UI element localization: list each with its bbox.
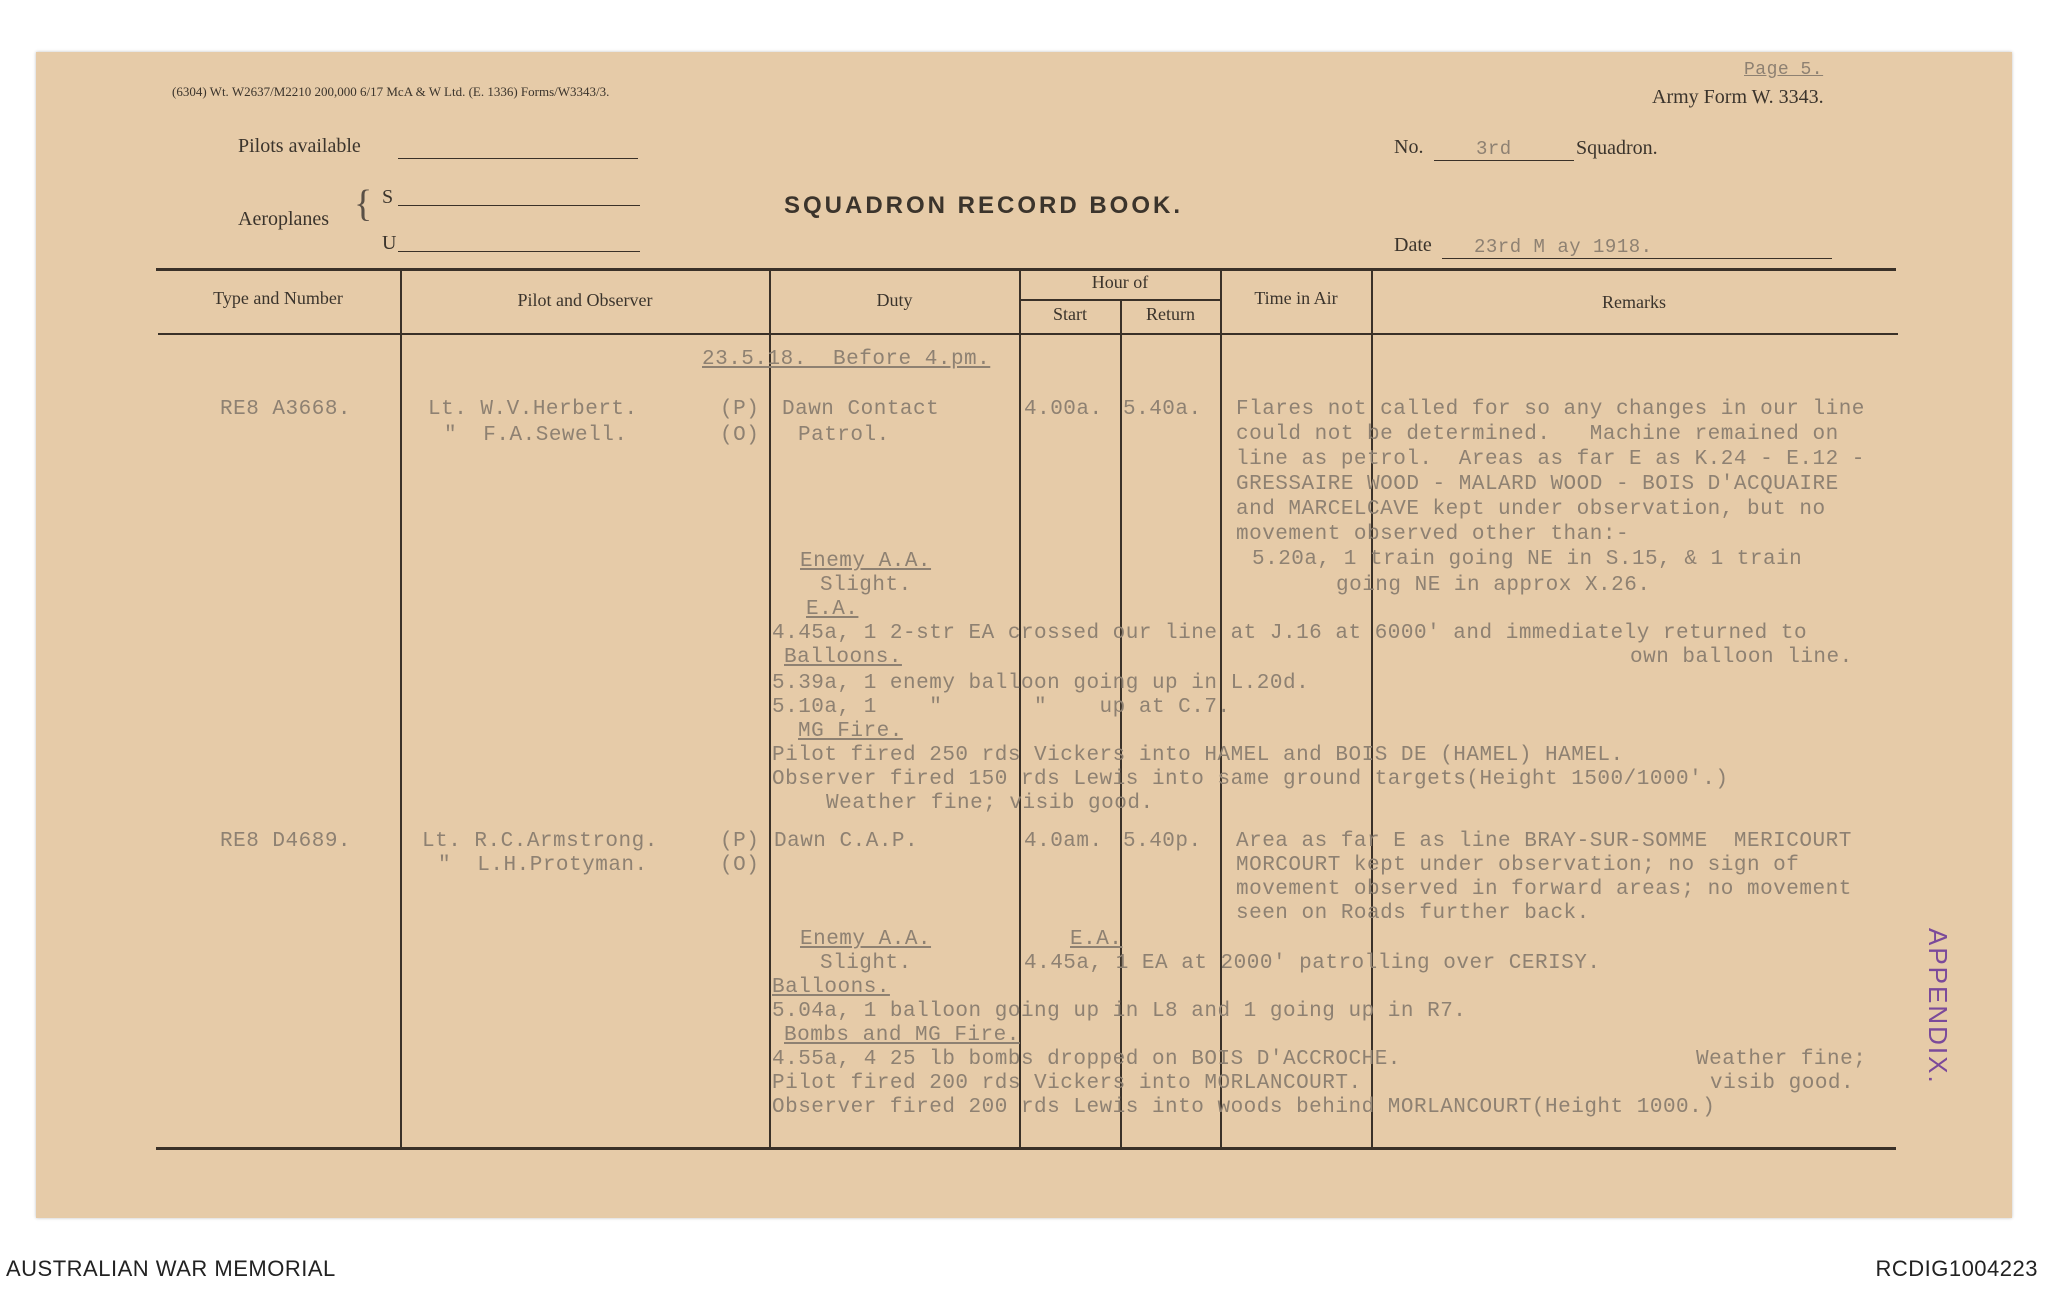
col-divider-2 [769, 271, 771, 1147]
entry1-pilot-role: (P) [720, 398, 760, 421]
no-label: No. [1394, 136, 1424, 158]
col-header-pilot: Pilot and Observer [517, 290, 653, 310]
entry1-pilot: Lt. W.V.Herbert. [428, 398, 638, 421]
entry2-ea-line: 4.45a, 1 EA at 2000' patrolling over CERISY. [1024, 952, 1601, 975]
col-header-return: Return [1146, 304, 1195, 324]
entry1-remarks-1: Flares not called for so any changes in our line [1236, 398, 1865, 421]
entry1-enemy-aa: Enemy A.A. [800, 550, 932, 573]
entry1-return: 5.40a. [1123, 398, 1202, 421]
entry1-weather: Weather fine; visib good. [826, 792, 1154, 815]
col-header-hour-of: Hour of [1091, 272, 1149, 292]
entry1-observer: " F.A.Sewell. [444, 424, 628, 447]
entry2-bombs-1: 4.55a, 4 25 lb bombs dropped on BOIS D'ACCROCHE. [772, 1048, 1401, 1071]
col-header-time-in-air: Time in Air [1254, 288, 1338, 308]
page-label: Page 5. [1744, 60, 1824, 80]
entry1-enemy-aa-value: Slight. [820, 574, 912, 597]
date-heading: 23.5.18. Before 4.pm. [702, 348, 991, 371]
entry2-bombs-3: Observer fired 200 rds Lewis into woods behind MORLANCOURT(Height 1000.) [772, 1096, 1716, 1119]
army-form-label: Army Form W. 3343. [1652, 86, 1824, 108]
entry2-pilot-role: (P) [720, 830, 760, 853]
aeroplanes-label: Aeroplanes [238, 208, 330, 230]
entry1-duty: Dawn Contact [782, 398, 940, 421]
entry2-remarks-2: MORCOURT kept under observation; no sign of [1236, 854, 1800, 877]
entry1-remarks-3: line as petrol. Areas as far E as K.24 - E.12 - [1236, 448, 1865, 471]
entry2-balloons-heading: Balloons. [772, 976, 890, 999]
col-header-type: Type and Number [213, 288, 343, 308]
entry2-balloons-1: 5.04a, 1 balloon going up in L8 and 1 going up in R7. [772, 1000, 1467, 1023]
table-bottom-rule [156, 1147, 1896, 1150]
form-code: (6304) Wt. W2637/M2210 200,000 6/17 McA & W Ltd. (E. 1336) Forms/W3343/3. [172, 84, 610, 99]
entry2-remarks-4: seen on Roads further back. [1236, 902, 1590, 925]
entry1-type: RE8 A3668. [220, 398, 352, 421]
pilots-available-field [398, 158, 638, 159]
footer-credit: AUSTRALIAN WAR MEMORIAL [6, 1256, 336, 1281]
entry1-ea-line: 4.45a, 1 2-str EA crossed our line at J.16 at 6000' and immediately returned to [772, 622, 1808, 645]
entry1-mg-1: Pilot fired 250 rds Vickers into HAMEL and BOIS DE (HAMEL) HAMEL. [772, 744, 1624, 767]
entry1-remarks-4: GRESSAIRE WOOD - MALARD WOOD - BOIS D'ACQUAIRE [1236, 473, 1839, 496]
entry2-remarks-1: Area as far E as line BRAY-SUR-SOMME MERICOURT [1236, 830, 1852, 853]
entry1-balloons-2: 5.10a, 1 " " up at C.7. [772, 696, 1231, 719]
s-label: S [382, 186, 394, 208]
entry2-enemy-aa-value: Slight. [820, 952, 912, 975]
squadron-no-field [1434, 160, 1574, 161]
entry2-pilot: Lt. R.C.Armstrong. [422, 830, 658, 853]
hour-of-rule [1020, 299, 1220, 301]
appendix-stamp: APPENDIX. [1923, 928, 1953, 1085]
entry2-observer: " L.H.Protyman. [438, 854, 648, 877]
date-field [1442, 258, 1832, 259]
col-header-start: Start [1053, 304, 1087, 324]
table-top-rule [156, 268, 1896, 271]
page-title: SQUADRON RECORD BOOK. [784, 192, 1184, 219]
entry1-mg-2: Observer fired 150 rds Lewis into same ground targets(Height 1500/1000'.) [772, 768, 1729, 791]
entry1-balloons-1: 5.39a, 1 enemy balloon going up in L.20d. [772, 672, 1310, 695]
table-header-rule [158, 333, 1898, 335]
col-header-duty: Duty [876, 290, 913, 310]
footer-record-id: RCDIG1004223 [1875, 1256, 2038, 1281]
entry1-mg-fire-heading: MG Fire. [798, 720, 903, 743]
date-label: Date [1394, 234, 1432, 256]
entry2-ea-heading: E.A. [1070, 928, 1123, 951]
u-label: U [382, 232, 397, 254]
entry2-weather-1: Weather fine; [1696, 1048, 1867, 1071]
entry2-weather-2: visib good. [1710, 1072, 1855, 1095]
entry2-remarks-3: movement observed in forward areas; no movement [1236, 878, 1852, 901]
date-value: 23rd M ay 1918. [1474, 236, 1653, 258]
squadron-label: Squadron. [1576, 137, 1658, 159]
entry1-remarks-2: could not be determined. Machine remained on [1236, 423, 1839, 446]
record-sheet [36, 52, 2012, 1218]
entry2-duty: Dawn C.A.P. [774, 830, 919, 853]
u-field [398, 251, 640, 252]
col-divider-1 [400, 271, 402, 1147]
entry2-bombs-2: Pilot fired 200 rds Vickers into MORLANCOURT. [772, 1072, 1362, 1095]
squadron-number: 3rd [1476, 138, 1512, 160]
entry1-remarks-7: 5.20a, 1 train going NE in S.15, & 1 train [1252, 548, 1803, 571]
entry2-bombs-heading: Bombs and MG Fire. [784, 1024, 1020, 1047]
entry1-remarks-6: movement observed other than:- [1236, 523, 1630, 546]
entry2-enemy-aa: Enemy A.A. [800, 928, 932, 951]
entry1-ea-line-2: own balloon line. [1630, 646, 1853, 669]
entry1-remarks-5: and MARCELCAVE kept under observation, but no [1236, 498, 1826, 521]
entry1-start: 4.00a. [1024, 398, 1103, 421]
entry1-ea-heading: E.A. [806, 598, 859, 621]
entry2-start: 4.0am. [1024, 830, 1103, 853]
entry2-type: RE8 D4689. [220, 830, 352, 853]
s-field [398, 205, 640, 206]
entry1-balloons-heading: Balloons. [784, 646, 902, 669]
brace-icon: { [354, 183, 373, 225]
entry1-remarks-8: going NE in approx X.26. [1336, 574, 1651, 597]
entry1-duty-2: Patrol. [798, 424, 890, 447]
entry1-observer-role: (O) [720, 424, 760, 447]
pilots-available-label: Pilots available [238, 135, 361, 157]
entry2-observer-role: (O) [720, 854, 760, 877]
entry2-return: 5.40p. [1123, 830, 1202, 853]
col-header-remarks: Remarks [1602, 292, 1666, 312]
